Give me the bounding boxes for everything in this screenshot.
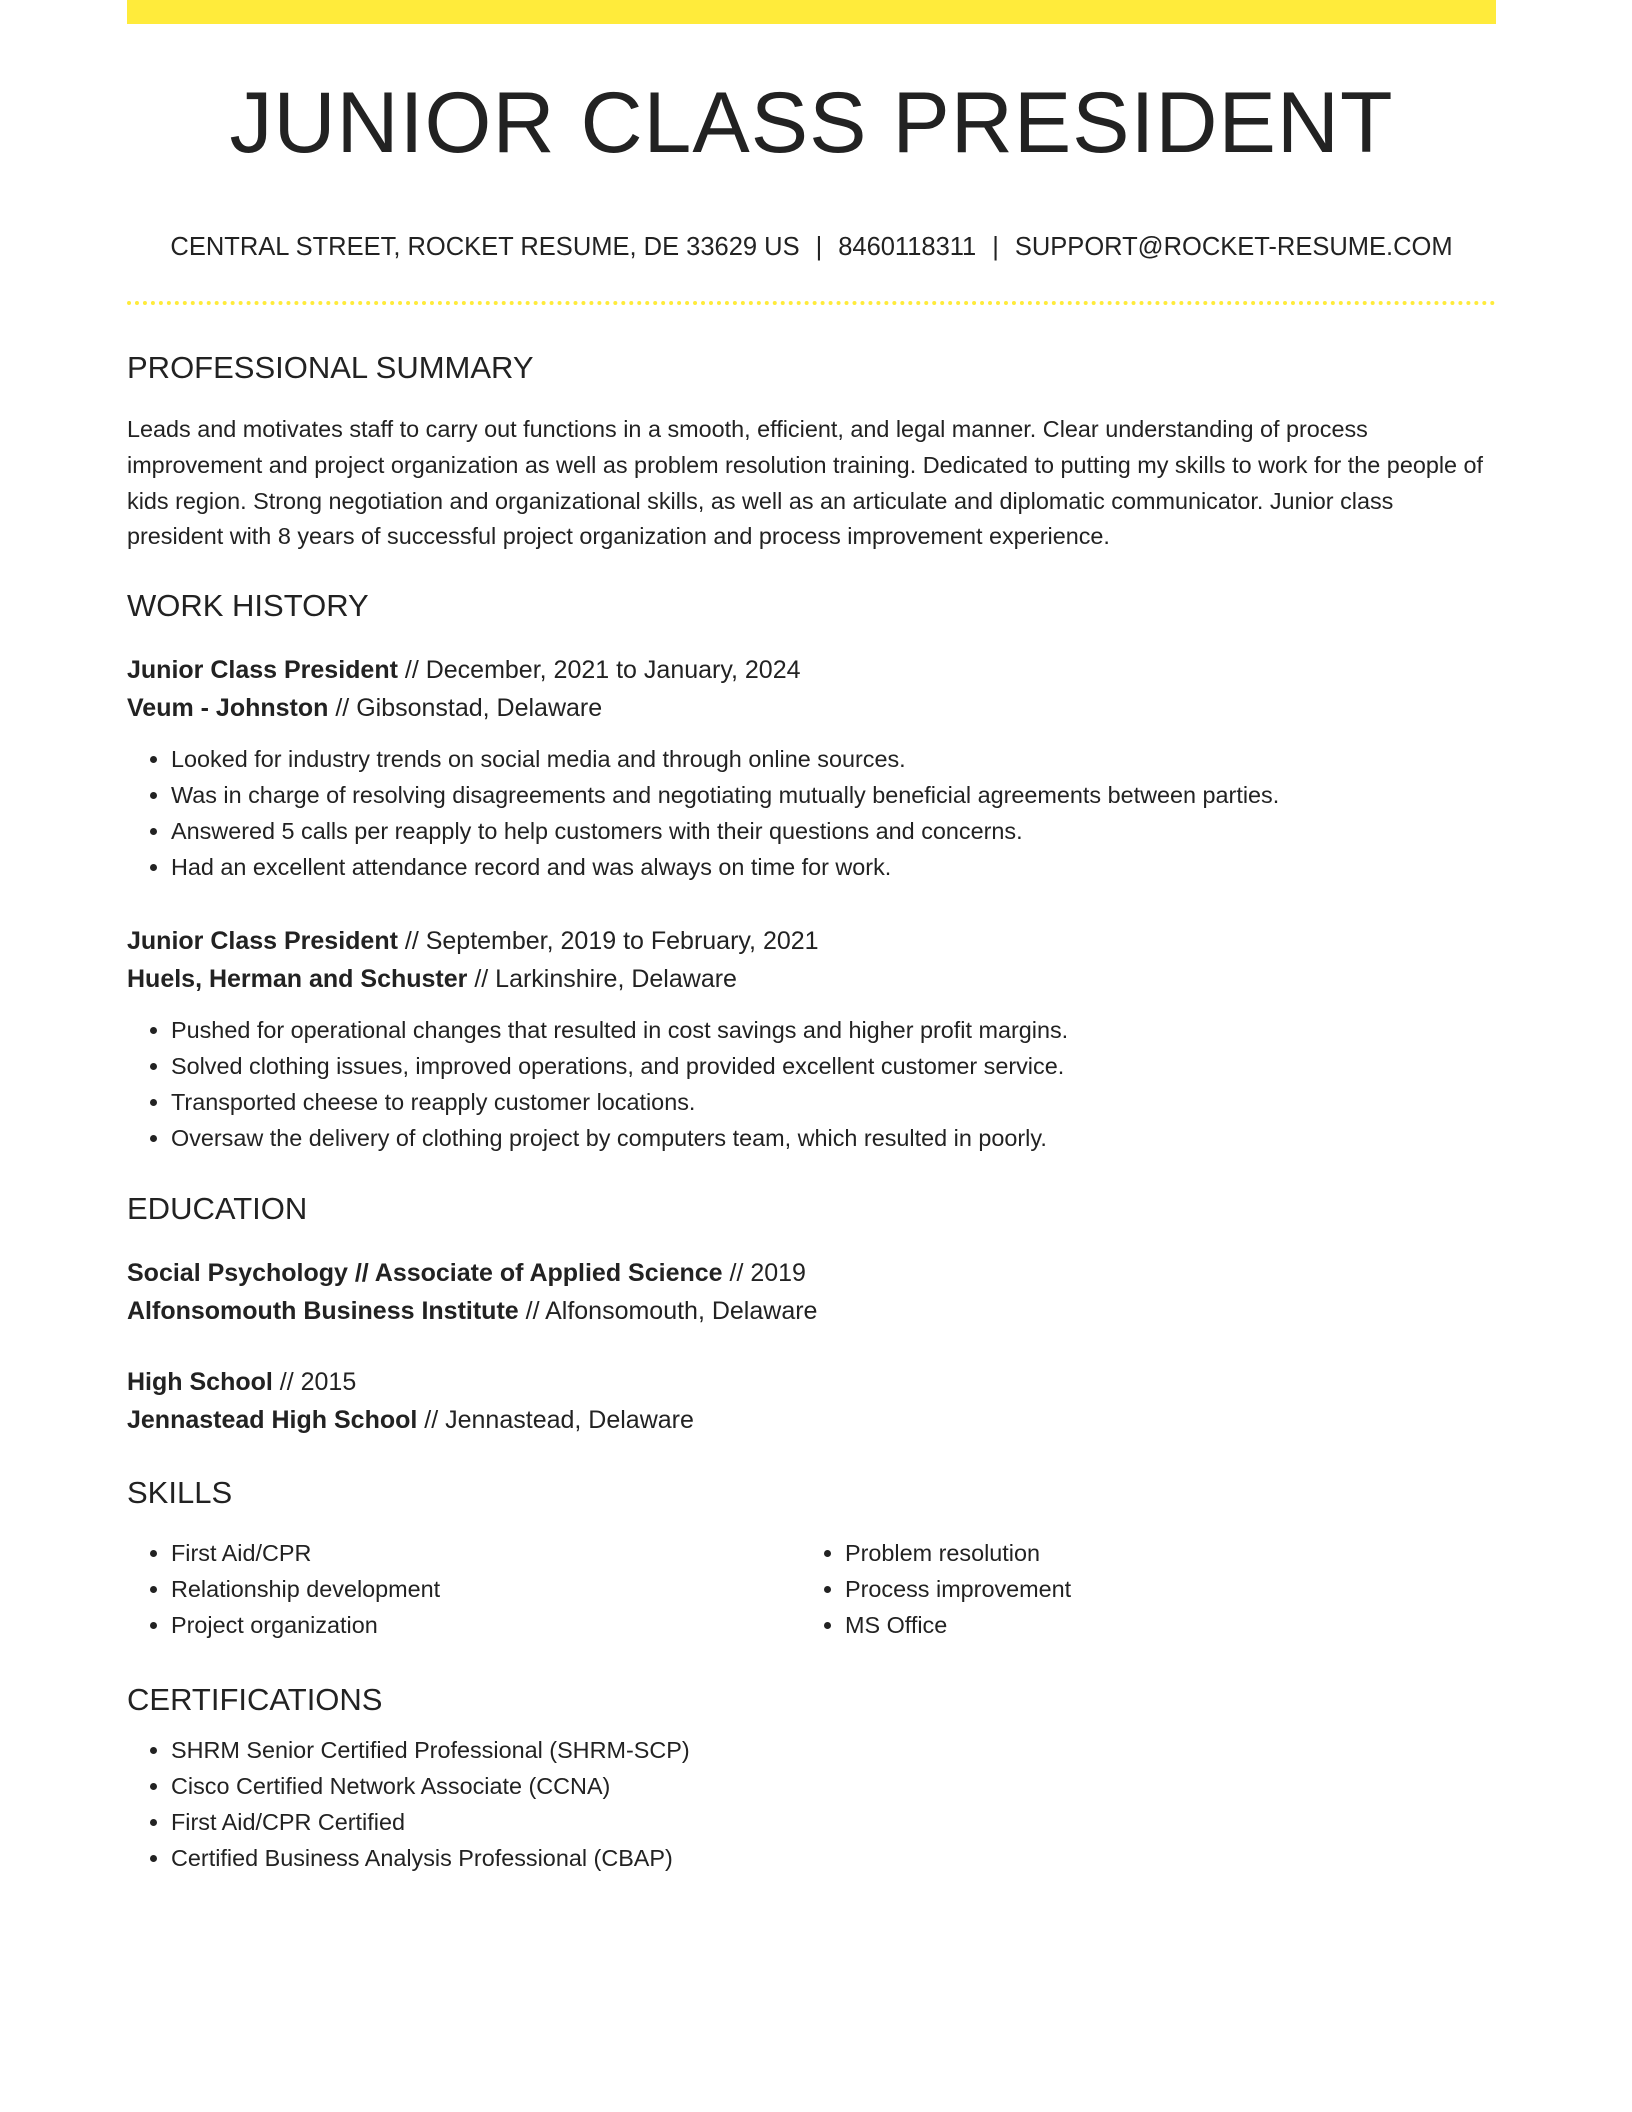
resume-name: JUNIOR CLASS PRESIDENT — [229, 75, 1394, 171]
list-item: • First Aid/CPR Certified — [171, 1804, 1496, 1840]
job-dates: // December, 2021 to January, 2024 — [397, 656, 801, 685]
skills-list-right — [801, 1535, 1475, 1643]
job-company-line — [127, 960, 1496, 998]
list-item: • Process improvement — [845, 1571, 1475, 1607]
contact-separator: | — [992, 233, 999, 262]
education-school: Jennastead High School — [127, 1405, 418, 1434]
list-item: • Project organization — [171, 1607, 801, 1643]
list-item: • Answered 5 calls per reapply to help customers with their questions and concerns. — [171, 813, 1496, 849]
contact-address: CENTRAL STREET, ROCKET RESUME, DE 33629 US — [170, 233, 800, 262]
job-bullets — [127, 1012, 1496, 1156]
top-accent-bar — [127, 0, 1496, 24]
contact-phone: 8460118311 — [838, 233, 977, 262]
education-entry — [127, 1363, 1496, 1439]
resume-page — [127, 0, 1496, 1876]
education-degree-line — [127, 1363, 1496, 1401]
education-degree: High School — [127, 1367, 273, 1396]
list-item: • First Aid/CPR — [171, 1535, 801, 1571]
list-item: • Was in charge of resolving disagreements and negotiating mutually beneficial agreements between parties. — [171, 777, 1496, 813]
list-item: • MS Office — [845, 1607, 1475, 1643]
list-item: • Cisco Certified Network Associate (CCNA) — [171, 1768, 1496, 1804]
job-role: Junior Class President — [127, 927, 398, 956]
skills-list-left — [127, 1535, 801, 1643]
summary-text: Leads and motivates staff to carry out functions in a smooth, efficient, and legal manner. Clear understanding of process improvement and project organization as well as problem resolution training. Dedicated to putting my skills to work for the people of kids region. Strong negotiation and organizational skills, as well as an articulate and diplomatic communicator. Junior class president with 8 years of successful project organization and process improvement experience. — [127, 416, 1484, 550]
education-school-line — [127, 1401, 1496, 1439]
list-item: • Solved clothing issues, improved operations, and provided excellent customer service. — [171, 1048, 1496, 1084]
list-item: • Transported cheese to reapply customer locations. — [171, 1084, 1496, 1120]
list-item: • Looked for industry trends on social media and through online sources. — [171, 741, 1496, 777]
list-item: • Certified Business Analysis Professional (CBAP) — [171, 1840, 1496, 1876]
summary-heading: PROFESSIONAL SUMMARY — [127, 349, 534, 385]
job-title-line — [127, 922, 1496, 960]
dotted-divider — [127, 301, 1496, 305]
education-location: // Jennastead, Delaware — [417, 1405, 694, 1434]
work-history-heading: WORK HISTORY — [127, 588, 369, 624]
job-company: Huels, Herman and Schuster — [127, 965, 468, 994]
skills-heading: SKILLS — [127, 1474, 233, 1510]
education-year: // 2015 — [272, 1367, 357, 1396]
job-title-line — [127, 651, 1496, 689]
contact-line — [127, 232, 1496, 263]
contact-separator: | — [815, 233, 823, 262]
list-item: • Relationship development — [171, 1571, 801, 1607]
skills-columns — [127, 1535, 1496, 1643]
education-school-line — [127, 1292, 1496, 1330]
education-year: // 2019 — [722, 1258, 806, 1287]
list-item: • SHRM Senior Certified Professional (SHRM-SCP) — [171, 1732, 1496, 1768]
job-company-line — [127, 689, 1496, 727]
education-school: Alfonsomouth Business Institute — [127, 1296, 519, 1325]
education-degree-line — [127, 1254, 1496, 1292]
job-entry — [127, 651, 1496, 885]
list-item: • Oversaw the delivery of clothing project by computers team, which resulted in poorly. — [171, 1120, 1496, 1156]
list-item: • Pushed for operational changes that resulted in cost savings and higher profit margins. — [171, 1012, 1496, 1048]
job-role: Junior Class President — [127, 656, 398, 685]
education-degree: Social Psychology // Associate of Applied Science — [127, 1258, 723, 1287]
contact-email: SUPPORT@ROCKET-RESUME.COM — [1014, 233, 1453, 262]
certifications-heading: CERTIFICATIONS — [127, 1681, 383, 1717]
education-location: // Alfonsomouth, Delaware — [518, 1296, 818, 1325]
education-heading: EDUCATION — [127, 1191, 308, 1227]
education-entry — [127, 1254, 1496, 1330]
list-item: • Had an excellent attendance record and was always on time for work. — [171, 849, 1496, 885]
list-item: • Problem resolution — [845, 1535, 1475, 1571]
certifications-list — [127, 1732, 1496, 1876]
job-entry — [127, 922, 1496, 1156]
job-bullets — [127, 741, 1496, 885]
job-dates: // September, 2019 to February, 2021 — [397, 927, 819, 956]
job-location: // Larkinshire, Delaware — [467, 965, 737, 994]
job-location: // Gibsonstad, Delaware — [328, 694, 603, 723]
job-company: Veum - Johnston — [127, 694, 329, 723]
